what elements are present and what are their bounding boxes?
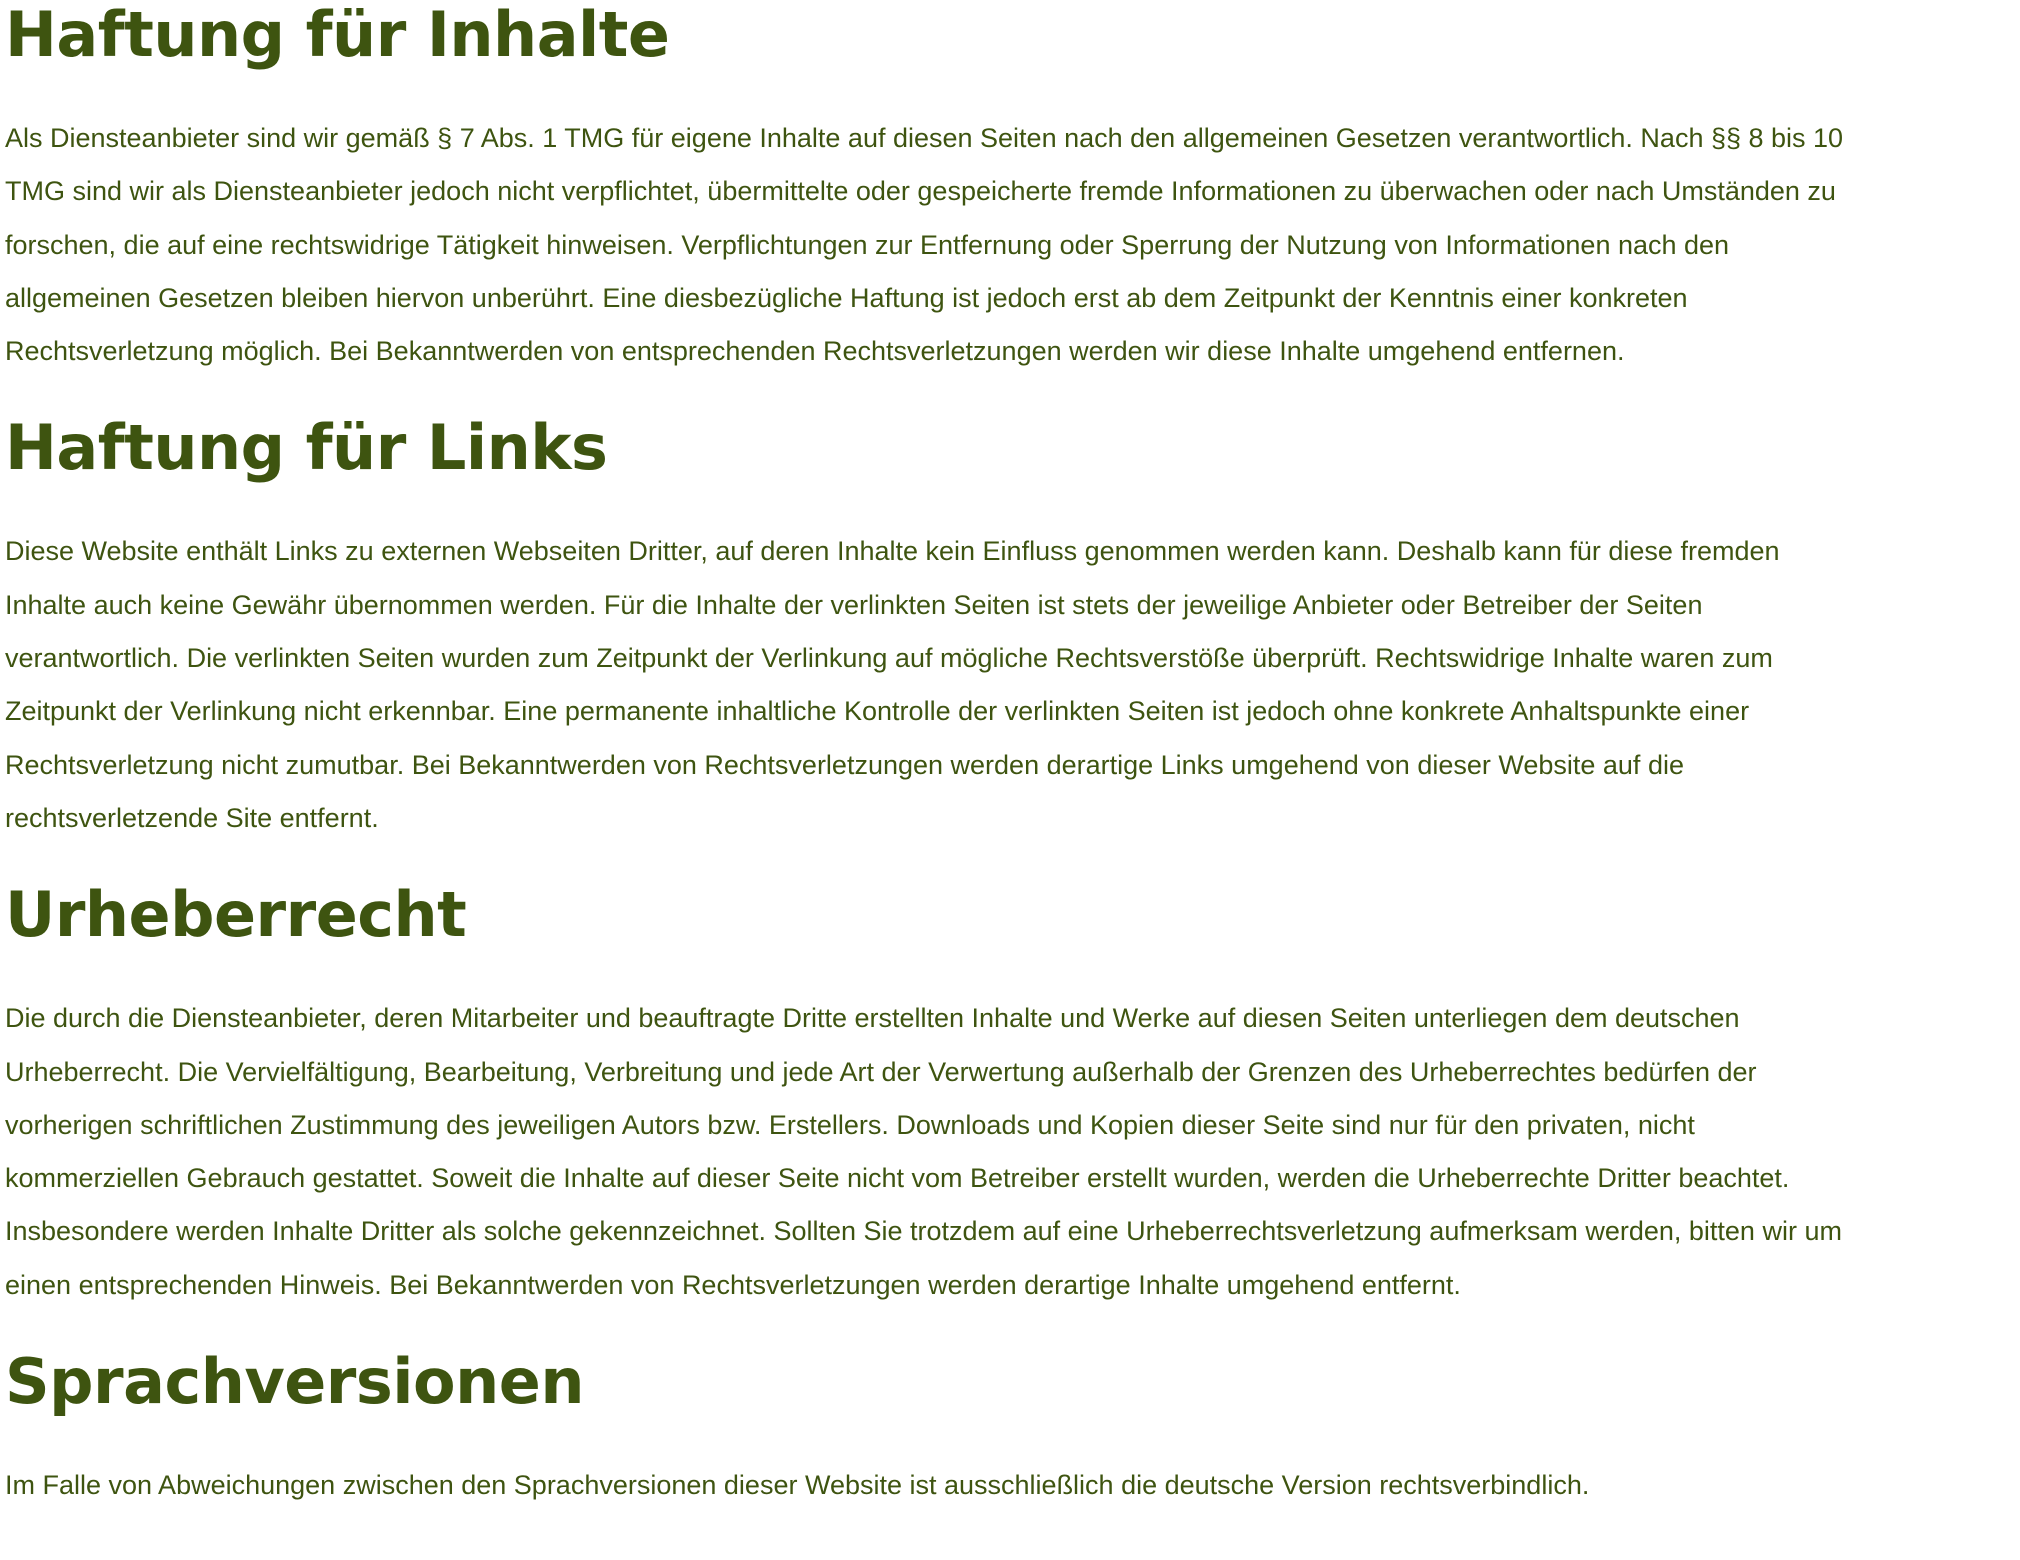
text-line: Inhalte auch keine Gewähr übernommen werden. Für die Inhalte der verlinkten Seiten ist stets der jeweilige Anbieter oder Betreiber der Seiten — [5, 589, 1703, 620]
text-line: Als Diensteanbieter sind wir gemäß § 7 Abs. 1 TMG für eigene Inhalte auf diesen Seiten nach den allgemeinen Gesetzen verantwortlich. Nach §§ 8 bis 10 — [5, 123, 1844, 153]
text-line: Insbesondere werden Inhalte Dritter als solche gekennzeichnet. Sollten Sie trotzdem auf eine Urheberrechtsverletzung aufmerksam werden, bitten wir um — [5, 1216, 1842, 1247]
text-line: TMG sind wir als Diensteanbieter jedoch nicht verpflichtet, übermittelte oder gespeicherte fremde Informationen zu überwachen oder nach Umständen zu — [5, 176, 1836, 207]
text-line: rechtsverletzende Site entfernt. — [5, 802, 379, 833]
text-line: einen entsprechenden Hinweis. Bei Bekanntwerden von Rechtsverletzungen werden derartige Inhalte umgehend entfernt. — [5, 1269, 1461, 1300]
heading-sprachversionen: Sprachversionen — [5, 1345, 584, 1419]
text-line: allgemeinen Gesetzen bleiben hiervon unberührt. Eine diesbezügliche Haftung ist jedoch erst ab dem Zeitpunkt der Kenntnis einer konkreten — [5, 282, 1688, 313]
text-line: Diese Website enthält Links zu externen Webseiten Dritter, auf deren Inhalte kein Einfluss genommen werden kann. Deshalb kann für diese fremden — [5, 536, 1780, 567]
text-line: vorherigen schriftlichen Zustimmung des jeweiligen Autors bzw. Erstellers. Downloads und Kopien dieser Seite sind nur für den privaten, nicht — [5, 1109, 1695, 1140]
heading-haftung-fuer-links: Haftung für Links — [5, 411, 608, 485]
text-line: verantwortlich. Die verlinkten Seiten wurden zum Zeitpunkt der Verlinkung auf mögliche Rechtsverstöße überprüft. Rechtswidrige Inhalte waren zum — [5, 643, 1773, 674]
text-line: Rechtsverletzung nicht zumutbar. Bei Bekanntwerden von Rechtsverletzungen werden derartige Links umgehend von dieser Website auf die — [5, 749, 1684, 780]
text-line: forschen, die auf eine rechtswidrige Tätigkeit hinweisen. Verpflichtungen zur Entfernung oder Sperrung der Nutzung von Informationen nach den — [5, 229, 1730, 260]
heading-urheberrecht: Urheberrecht — [5, 878, 467, 952]
paragraph-haftung-fuer-links — [5, 525, 2015, 845]
paragraph-urheberrecht — [5, 992, 2015, 1312]
paragraph-sprachversionen — [5, 1459, 2015, 1512]
text-line: Rechtsverletzung möglich. Bei Bekanntwerden von entsprechenden Rechtsverletzungen werden wir diese Inhalte umgehend entfernen. — [5, 336, 1625, 367]
text-line: Zeitpunkt der Verlinkung nicht erkennbar. Eine permanente inhaltliche Kontrolle der verlinkten Seiten ist jedoch ohne konkrete Anhaltspunkte einer — [5, 696, 1750, 727]
heading-haftung-fuer-inhalte: Haftung für Inhalte — [5, 0, 670, 71]
text-line: kommerziellen Gebrauch gestattet. Soweit die Inhalte auf dieser Seite nicht vom Betreiber erstellt wurden, werden die Urheberrechte Dritter beachtet. — [5, 1163, 1790, 1194]
paragraph-haftung-fuer-inhalte — [5, 112, 2015, 378]
legal-notice-content — [5, 0, 2015, 1512]
text-line: Im Falle von Abweichungen zwischen den Sprachversionen dieser Website ist ausschließlich die deutsche Version rechtsverbindlich. — [5, 1470, 1590, 1501]
text-line: Urheberrecht. Die Vervielfältigung, Bearbeitung, Verbreitung und jede Art der Verwertung außerhalb der Grenzen des Urheberrechtes bedürfen der — [5, 1056, 1757, 1087]
text-line: Die durch die Diensteanbieter, deren Mitarbeiter und beauftragte Dritte erstellten Inhalte und Werke auf diesen Seiten unterliegen dem deutschen — [5, 1003, 1740, 1034]
